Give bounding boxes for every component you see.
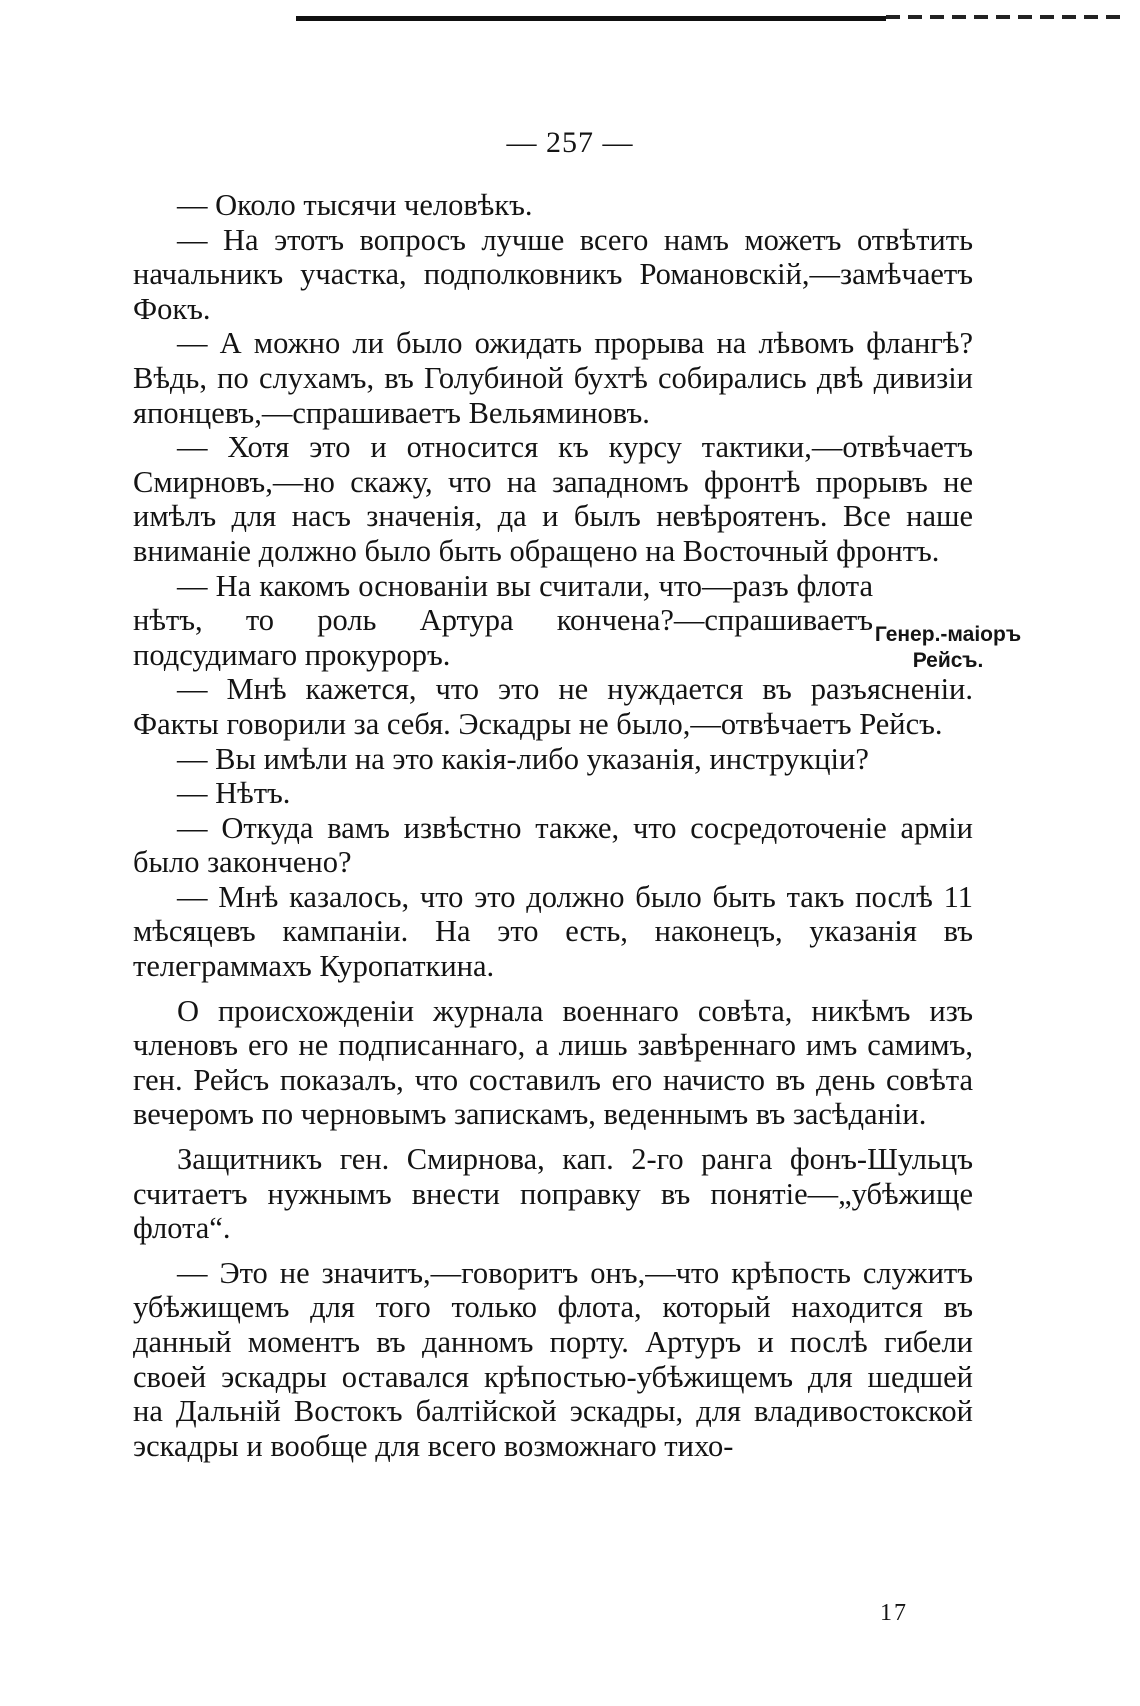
paragraph: — На какомъ основаніи вы считали, что—разъ флота нѣтъ, то роль Артура кончена?—спрашиваетъ подсудимаго прокуроръ. [133, 568, 873, 672]
sidenote-line: Генер.-маіоръ [874, 623, 1022, 646]
page-number: — 257 — [506, 126, 634, 159]
top-rule-fade [886, 15, 1122, 19]
paragraph: — Вы имѣли на это какія-либо указанія, инструкціи? [177, 741, 869, 776]
sidenote-line: Рейсъ. [912, 649, 984, 672]
paragraph: О происхожденіи журнала военнаго совѣта, никѣмъ изъ членовъ его не подписаннаго, а лишь завѣреннаго имъ самимъ, ген. Рейсъ показалъ, что составилъ его начисто въ день совѣта вечеромъ по черновымъ запискамъ, веденнымъ въ засѣданіи. [133, 993, 973, 1132]
top-rule [296, 16, 886, 21]
paragraph: — Мнѣ казалось, что это должно было быть такъ послѣ 11 мѣсяцевъ кампаніи. На это есть, наконецъ, указанія въ телеграммахъ Куропаткина. [133, 879, 973, 984]
paragraph: — Мнѣ кажется, что это не нуждается въ разъясненіи. Факты говорили за себя. Эскадры не было,—отвѣчаетъ Рейсъ. [133, 672, 973, 741]
paragraph: — А можно ли было ожидать прорыва на лѣвомъ флангѣ? Вѣдь, по слухамъ, въ Голубиной бухтѣ собирались двѣ дивизіи японцевъ,—спрашиваетъ Вельяминовъ. [133, 326, 973, 430]
signature-mark: 17 [880, 1600, 908, 1626]
paragraph: Защитникъ ген. Смирнова, кап. 2-го ранга фонъ-Шульцъ считаетъ нужнымъ внести поправку въ понятіе—„убѣжище флота“. [133, 1142, 973, 1246]
paragraph: — Нѣтъ. [177, 776, 291, 811]
paragraph: — Откуда вамъ извѣстно также, что сосредоточеніе арміи было закончено? [133, 810, 973, 880]
text-block [133, 188, 973, 1463]
paragraph: — Около тысячи человѣкъ. [177, 188, 533, 222]
paragraph: — На этотъ вопросъ лучше всего намъ можетъ отвѣтить начальникъ участка, подполковникъ Романовскій,—замѣчаетъ Фокъ. [133, 222, 973, 326]
paragraph: — Хотя это и относится къ курсу тактики,—отвѣчаетъ Смирновъ,—но скажу, что на западномъ фронтѣ прорывъ не имѣлъ для насъ значенія, да и былъ невѣроятенъ. Все наше вниманіе должно было быть обращено на Восточный фронтъ. [133, 430, 973, 568]
paragraph: — Это не значитъ,—говоритъ онъ,—что крѣпость служитъ убѣжищемъ для того только флота, который находится въ данный моментъ въ данномъ порту. Артуръ и послѣ гибели своей эскадры оставался крѣпостью-убѣжищемъ для шедшей на Дальній Востокъ балтійской эскадры, для владивостокской эскадры и вообще для всего возможнаго тихо- [133, 1255, 973, 1463]
